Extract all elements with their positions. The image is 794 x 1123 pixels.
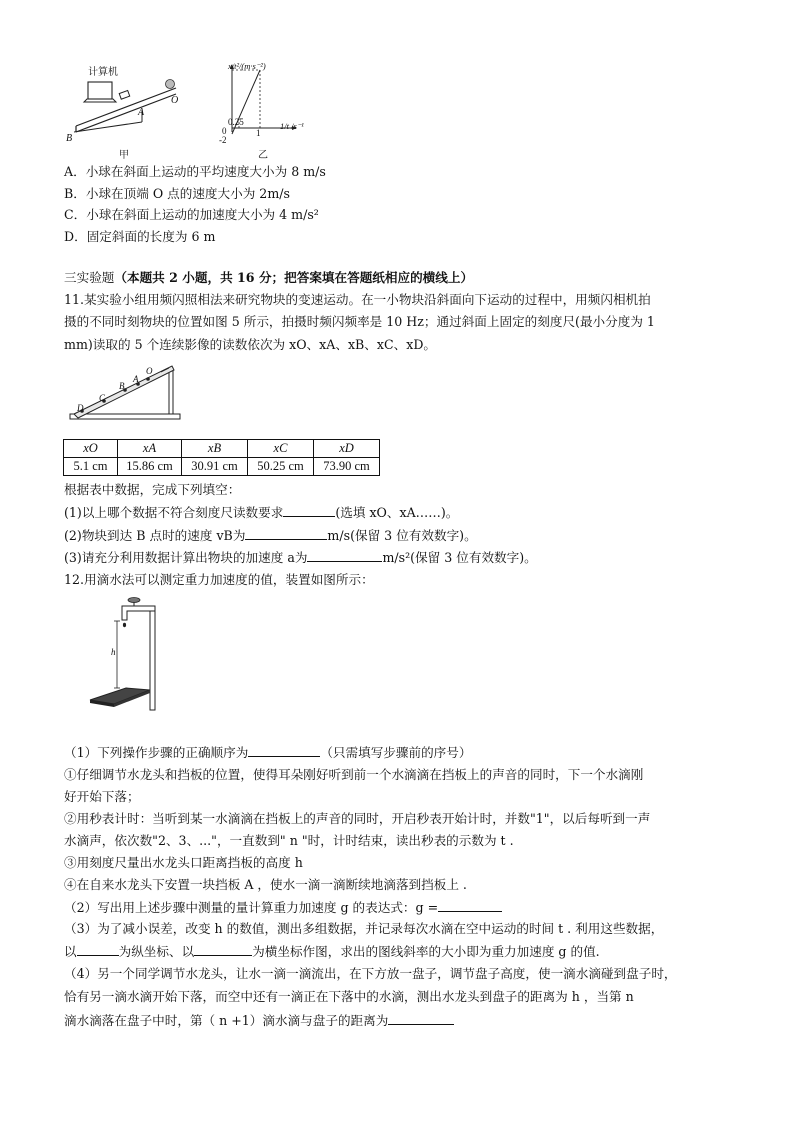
faucet-apparatus-figure: [84, 594, 176, 714]
q11-line1: 11.某实验小组用频闪照相法来研究物块的变速运动。在一小物块沿斜面向下运动的过程中，用频闪相机拍: [64, 292, 651, 307]
q11-line3: mm)读取的 5 个连续影像的读数依次为 xO、xA、xB、xC、xD。: [64, 337, 437, 352]
q12-part1: [64, 744, 471, 761]
table-header-row: [64, 440, 380, 458]
table-cell: 73.90 cm: [314, 458, 380, 476]
option-d: D．固定斜面的长度为 6 m: [64, 229, 216, 244]
q11-sub1: [64, 504, 458, 521]
q11-sub2-blank[interactable]: [245, 527, 327, 540]
caption-yi: 乙: [258, 150, 268, 161]
q11-sub3-blank[interactable]: [307, 549, 382, 562]
table-cell: 30.91 cm: [182, 458, 248, 476]
table-header: xA: [118, 440, 182, 458]
q11-sub3: [64, 549, 537, 566]
figure-5-incline: [66, 362, 186, 426]
tick-025: 0.25: [228, 117, 244, 127]
table-cell: 50.25 cm: [248, 458, 314, 476]
q12-part2-blank[interactable]: [438, 899, 502, 912]
q12-part4-line3: [64, 1012, 454, 1029]
section-title-bold: （本题共 2 小题，共 16 分；把答案填在答题纸相应的横线上）: [114, 270, 474, 285]
q12-part2-text: （2）写出用上述步骤中测量的量计算重力加速度 g 的表达式：g =: [64, 900, 439, 915]
q11-sub1-blank[interactable]: [283, 504, 335, 517]
q12-part3-blank-y[interactable]: [77, 943, 119, 956]
label-B: B: [66, 133, 73, 144]
q11-sub2-hint: m/s(保留 3 位有效数字)。: [327, 528, 477, 543]
q12-part4-text: 滴水滴落在盘子中时，第（ n +1）滴水滴与盘子的距离为: [64, 1013, 389, 1028]
option-c: C．小球在斜面上运动的加速度大小为 4 m/s²: [64, 207, 319, 222]
q12-part3-line2: [64, 943, 600, 960]
q11-sub1-text: (1)以上哪个数据不符合刻度尺读数要求: [64, 505, 284, 520]
fig5-label-A: A: [133, 374, 139, 384]
section-title-prefix: 三实验题: [64, 270, 115, 285]
q12-part1-text: （1）下列操作步骤的正确顺序为: [64, 745, 249, 760]
q12-part3-b: 为纵坐标、以: [118, 944, 195, 959]
q12-title: 12.用滴水法可以测定重力加速度的值，装置如图所示：: [64, 572, 374, 587]
q12-part4-line1: （4）另一个同学调节水龙头，让水一滴一滴流出，在下方放一盘子，调节盘子高度，使一滴水滴碰到盘子时，: [64, 966, 677, 981]
table-header: xC: [248, 440, 314, 458]
label-O: O: [171, 95, 179, 106]
ball-shape: [166, 80, 175, 89]
xaxis-label: 1/t /s⁻¹: [280, 121, 304, 131]
q12-part3-c: 为横坐标作图，求出的图线斜率的大小即为重力加速度 g 的值.: [252, 944, 600, 959]
q11-sub3-text: (3)请充分利用数据计算出物块的加速度 a为: [64, 550, 308, 565]
q11-sub2: [64, 527, 477, 544]
fig5-label-B: B: [119, 381, 125, 391]
fig5-label-C: C: [99, 393, 106, 403]
q12-step4: ④在自来水龙头下安置一块挡板 A ，使水一滴一滴断续地滴落到挡板上 .: [64, 877, 467, 892]
q12-step3: ③用刻度尺量出水龙头口距离挡板的高度 h: [64, 855, 303, 870]
yaxis-label: x/t²/(m·s⁻²): [228, 61, 266, 71]
caption-jia: 甲: [119, 150, 129, 161]
q11-line2: 摄的不同时刻物块的位置如图 5 所示，拍摄时频闪频率是 10 Hz；通过斜面上固定的刻度尺(最小分度为 1: [64, 314, 655, 329]
tick-0: 0: [222, 126, 227, 136]
table-cell: 15.86 cm: [118, 458, 182, 476]
label-A: A: [138, 107, 145, 118]
q12-part1-blank[interactable]: [248, 744, 320, 757]
table-header: xD: [314, 440, 380, 458]
q12-step1-line2: 好开始下落；: [64, 789, 140, 804]
q12-step2-line1: ②用秒表计时：当听到某一水滴滴在挡板上的声音的同时，开启秒表开始计时，并数"1"，以后每听到一声: [64, 811, 651, 826]
q12-part3-a: 以: [64, 944, 77, 959]
q11-sub3-hint: m/s²(保留 3 位有效数字)。: [382, 550, 537, 565]
option-b: B．小球在顶端 O 点的速度大小为 2m/s: [64, 186, 290, 201]
tick-1: 1: [256, 128, 261, 138]
readings-table: [63, 439, 380, 476]
q12-part4-line2: 恰有另一滴水滴开始下落，而空中还有一滴正在下落中的水滴，测出水龙头到盘子的距离为 h ，当第 n: [64, 989, 634, 1004]
figure-yi-graph: [212, 62, 312, 148]
q12-part4-blank[interactable]: [388, 1012, 454, 1025]
q12-part3-blank-x[interactable]: [194, 943, 252, 956]
tick-neg2: -2: [219, 135, 227, 145]
q11-sub2-text: (2)物块到达 B 点时的速度 vB为: [64, 528, 246, 543]
q11-intro: 根据表中数据，完成下列填空：: [64, 482, 241, 497]
option-a: A．小球在斜面上运动的平均速度大小为 8 m/s: [64, 164, 326, 179]
q11-sub1-hint: (选填 xO、xA……)。: [335, 505, 459, 520]
table-cell: 5.1 cm: [64, 458, 118, 476]
faucet-label-h: h: [111, 647, 116, 657]
table-header: xB: [182, 440, 248, 458]
table-header: xO: [64, 440, 118, 458]
q12-part3-line1: （3）为了减小误差，改变 h 的数值，测出多组数据，并记录每次水滴在空中运动的时间 t . 利用这些数据，: [64, 921, 664, 936]
table-row: [64, 458, 380, 476]
q12-part2: [64, 899, 502, 916]
computer-screen-shape: [88, 82, 112, 99]
computer-label: 计算机: [88, 67, 118, 78]
figure-jia-incline: [64, 62, 194, 162]
q12-step2-line2: 水滴声，依次数"2、3、..."，一直数到" n "时，计时结束，读出秒表的示数为 t .: [64, 833, 514, 848]
fig5-label-D: D: [77, 403, 84, 413]
fig5-label-O: O: [146, 366, 153, 376]
section-title: [64, 270, 473, 286]
q12-step1-line1: ①仔细调节水龙头和挡板的位置，使得耳朵刚好听到前一个水滴滴在挡板上的声音的同时，下一个水滴刚: [64, 767, 644, 782]
q12-part1-hint: （只需填写步骤前的序号）: [320, 745, 472, 760]
